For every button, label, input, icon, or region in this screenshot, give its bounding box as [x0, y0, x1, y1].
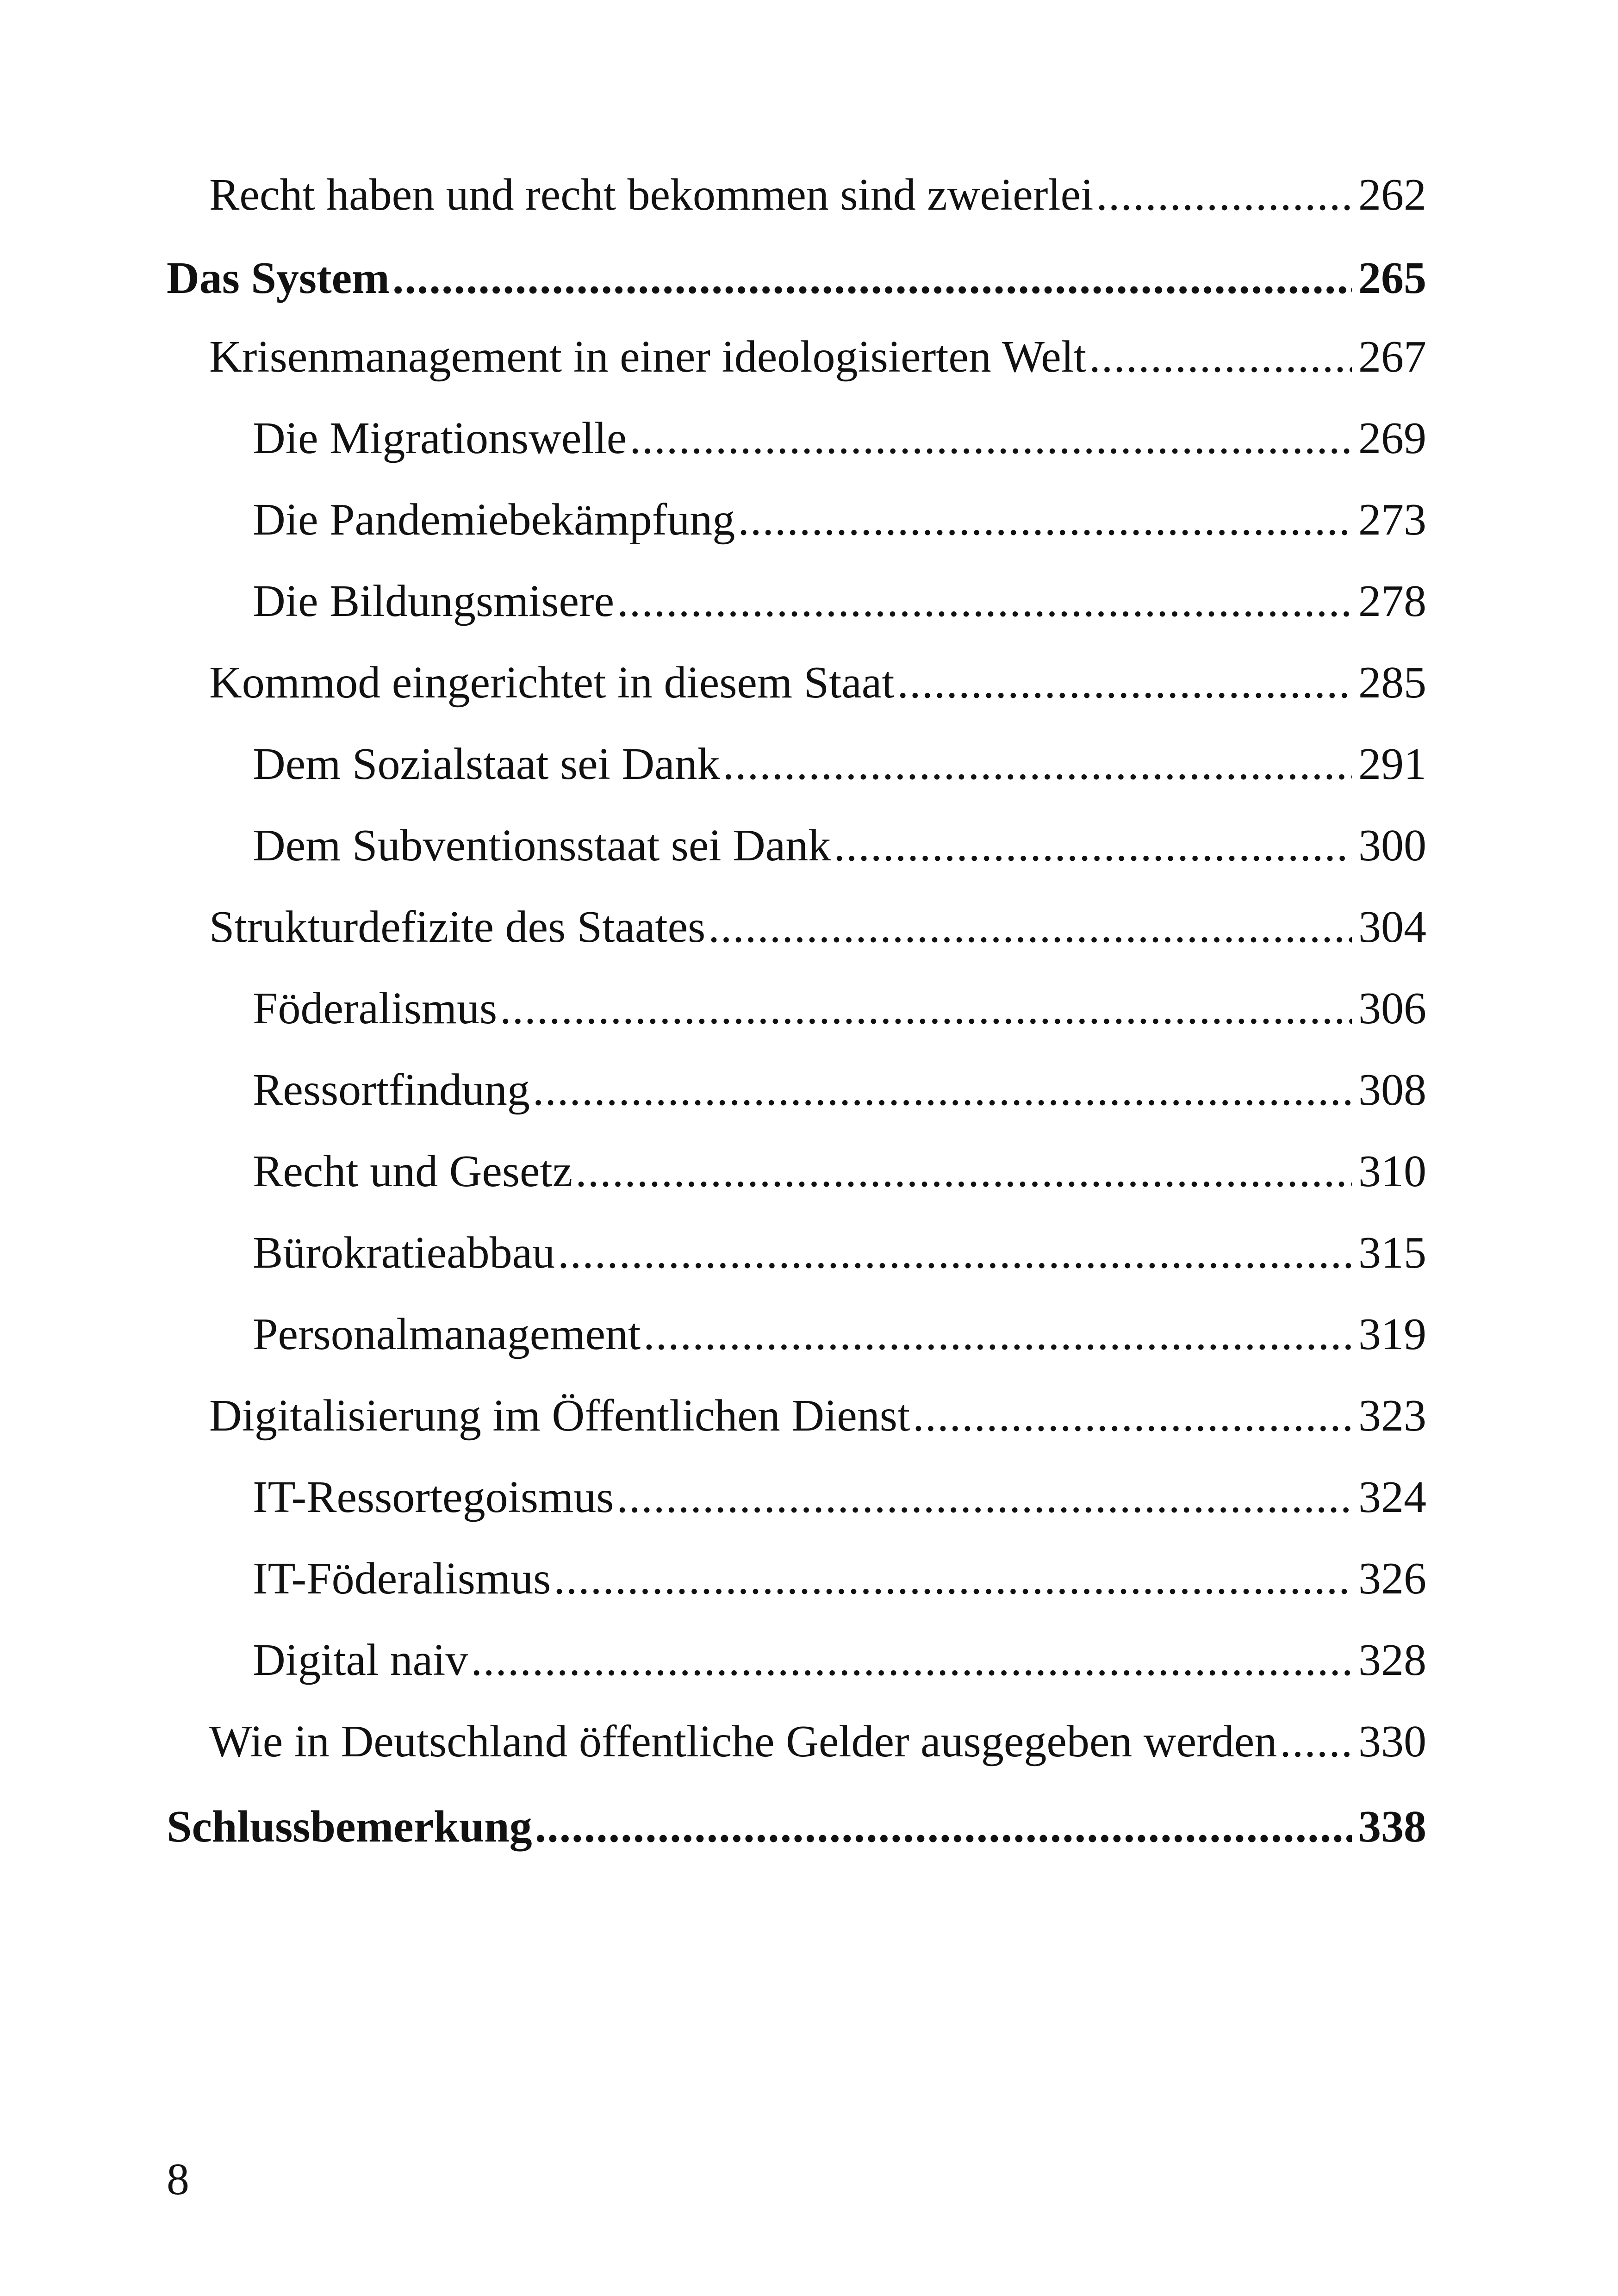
toc-entry-title: Digitalisierung im Öffentlichen Dienst: [209, 1391, 910, 1441]
dot-leader: [1096, 168, 1352, 222]
toc-entry-page: 262: [1358, 170, 1426, 220]
toc-entry-title: Schlussbemerkung: [167, 1802, 532, 1852]
toc-entry-title: Die Pandemiebekämpfung: [253, 495, 735, 545]
toc-entry: [167, 1388, 1426, 1443]
toc-entry-page: 326: [1358, 1554, 1426, 1604]
toc-entry-title: Das System: [167, 253, 390, 303]
dot-leader: [834, 818, 1352, 873]
toc-entry: [167, 1144, 1426, 1199]
toc-entry-page: 300: [1358, 821, 1426, 871]
toc-entry-page: 267: [1358, 332, 1426, 382]
toc-entry-page: 338: [1358, 1802, 1426, 1852]
dot-leader: [471, 1633, 1352, 1687]
toc-entry-page: 291: [1358, 739, 1426, 789]
toc-entry-page: 323: [1358, 1391, 1426, 1441]
toc-entry-title: Die Migrationswelle: [253, 413, 627, 463]
toc-entry: [167, 1470, 1426, 1524]
toc-entry: [167, 168, 1426, 222]
toc-entry-page: 285: [1358, 658, 1426, 708]
toc-entry: [167, 981, 1426, 1036]
toc-entry: [167, 1714, 1426, 1769]
toc-entry-page: 324: [1358, 1472, 1426, 1522]
dot-leader: [913, 1388, 1352, 1443]
toc-entry-title: Ressortfindung: [253, 1065, 530, 1115]
dot-leader: [897, 655, 1352, 710]
toc-entry-title: IT-Ressortegoismus: [253, 1472, 614, 1522]
dot-leader: [738, 492, 1352, 547]
toc-entry: [167, 411, 1426, 466]
dot-leader: [723, 737, 1352, 791]
toc-entry-page: 265: [1358, 253, 1426, 303]
toc-chapter: [167, 1799, 1426, 1854]
toc-entry: [167, 1551, 1426, 1606]
toc-entry-title: Personalmanagement: [253, 1309, 641, 1359]
dot-leader: [1089, 330, 1352, 384]
toc-entry: [167, 330, 1426, 384]
toc-chapter: [167, 251, 1426, 305]
toc-entry-title: Die Bildungsmisere: [253, 576, 615, 626]
toc-entry-title: Dem Sozialstaat sei Dank: [253, 739, 720, 789]
toc-entry-page: 308: [1358, 1065, 1426, 1115]
toc-entry: [167, 900, 1426, 954]
toc-entry: [167, 655, 1426, 710]
toc-entry-page: 328: [1358, 1635, 1426, 1685]
dot-leader: [629, 411, 1352, 466]
dot-leader: [500, 981, 1352, 1036]
toc-entry-title: Bürokratieabbau: [253, 1228, 555, 1278]
toc-entry-page: 315: [1358, 1228, 1426, 1278]
toc-entry-title: Krisenmanagement in einer ideologisierten Welt: [209, 332, 1087, 382]
table-of-contents: [167, 168, 1426, 1854]
toc-entry: [167, 492, 1426, 547]
toc-entry-title: Wie in Deutschland öffentliche Gelder ausgegeben werden: [209, 1717, 1277, 1767]
toc-entry-page: 273: [1358, 495, 1426, 545]
toc-entry-title: Kommod eingerichtet in diesem Staat: [209, 658, 895, 708]
dot-leader: [392, 251, 1352, 305]
dot-leader: [617, 574, 1352, 628]
toc-entry-page: 269: [1358, 413, 1426, 463]
dot-leader: [1280, 1714, 1352, 1769]
toc-entry: [167, 574, 1426, 628]
dot-leader: [708, 900, 1352, 954]
toc-entry-title: Dem Subventionsstaat sei Dank: [253, 821, 831, 871]
dot-leader: [533, 1063, 1352, 1117]
dot-leader: [643, 1307, 1352, 1362]
toc-entry-page: 278: [1358, 576, 1426, 626]
toc-entry-title: Strukturdefizite des Staates: [209, 902, 706, 952]
dot-leader: [535, 1799, 1352, 1854]
dot-leader: [554, 1551, 1352, 1606]
toc-entry: [167, 1226, 1426, 1280]
toc-entry-page: 330: [1358, 1717, 1426, 1767]
dot-leader: [616, 1470, 1352, 1524]
toc-entry-page: 306: [1358, 983, 1426, 1033]
toc-entry: [167, 818, 1426, 873]
toc-entry-page: 310: [1358, 1146, 1426, 1196]
toc-entry-title: Recht haben und recht bekommen sind zweierlei: [209, 170, 1094, 220]
toc-entry-page: 304: [1358, 902, 1426, 952]
toc-entry: [167, 1063, 1426, 1117]
toc-entry: [167, 1633, 1426, 1687]
toc-entry: [167, 1307, 1426, 1362]
toc-entry-title: Föderalismus: [253, 983, 498, 1033]
dot-leader: [575, 1144, 1352, 1199]
toc-entry-title: IT-Föderalismus: [253, 1554, 551, 1604]
page-number: 8: [167, 2154, 189, 2204]
toc-entry: [167, 737, 1426, 791]
toc-entry-title: Recht und Gesetz: [253, 1146, 573, 1196]
toc-entry-page: 319: [1358, 1309, 1426, 1359]
dot-leader: [558, 1226, 1352, 1280]
toc-entry-title: Digital naiv: [253, 1635, 468, 1685]
